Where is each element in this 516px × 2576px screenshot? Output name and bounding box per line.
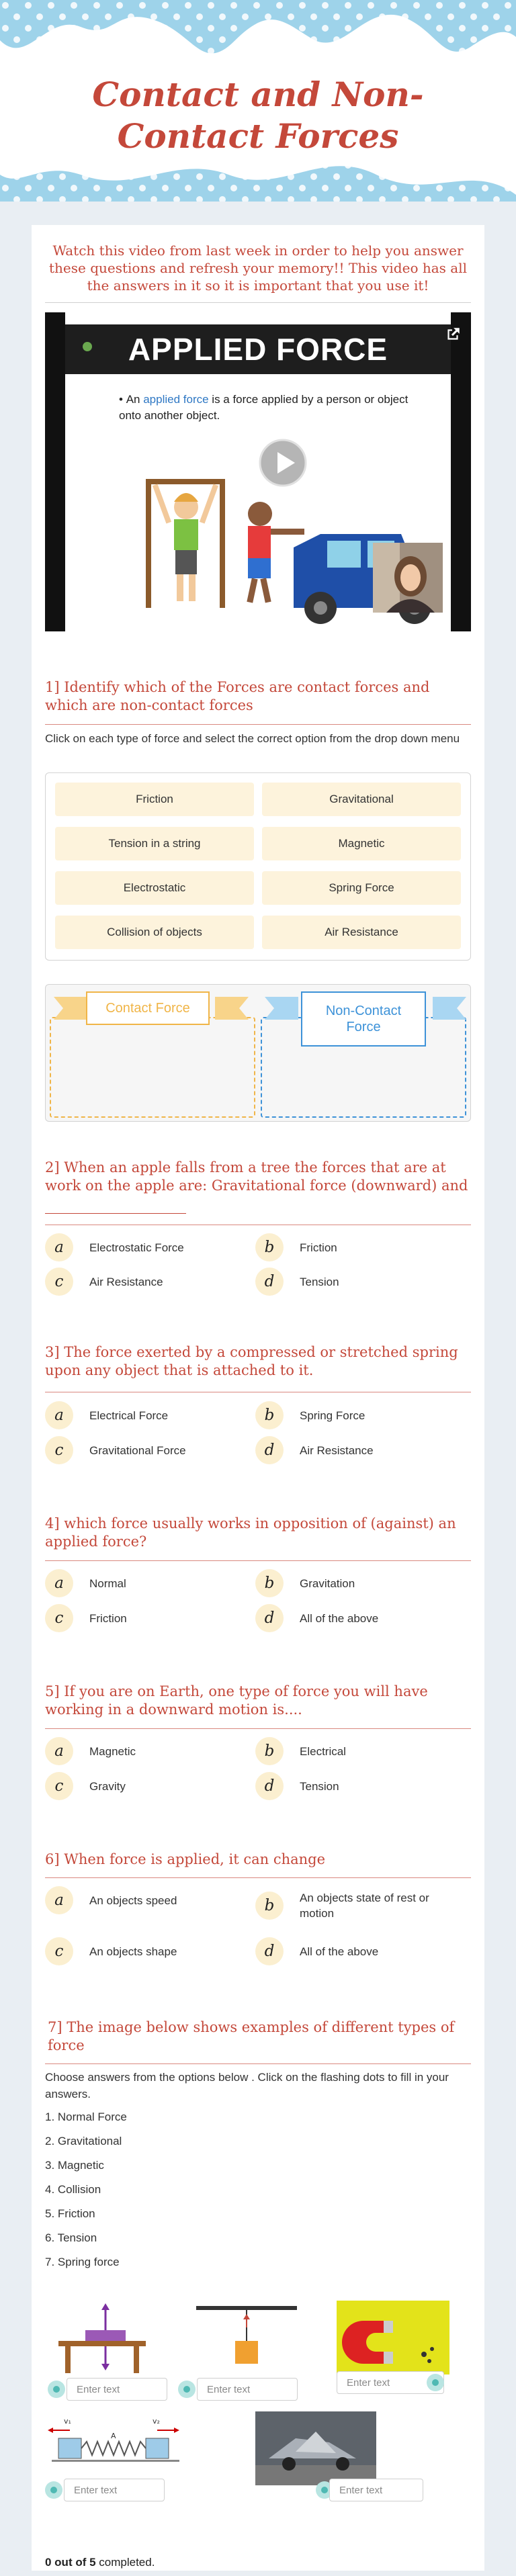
slide-bullet: • An applied force is a force applied by a person or object onto another object.	[119, 393, 408, 422]
option-letter: d	[255, 1436, 284, 1464]
presenter-webcam	[373, 543, 443, 613]
q3-option-d[interactable]	[255, 1439, 374, 1462]
q2-title	[45, 1159, 471, 1195]
q3-option-b[interactable]	[255, 1404, 365, 1427]
option-letter: c	[45, 1268, 73, 1296]
q7-list-item: 3. Magnetic	[45, 2159, 104, 2172]
q6-option-d[interactable]	[255, 1940, 378, 1963]
q4-option-a[interactable]	[45, 1572, 126, 1595]
q5-option-d[interactable]	[255, 1775, 339, 1797]
velocity-label-2: v₂	[153, 2417, 160, 2426]
bullet-pre: An	[126, 393, 144, 406]
contact-force-zone[interactable]	[50, 1017, 255, 1118]
q7-list-item: 4. Collision	[45, 2183, 101, 2196]
q6-option-a[interactable]	[45, 1889, 177, 1912]
option-text: An objects speed	[89, 1894, 177, 1907]
header-banner	[0, 0, 516, 202]
option-text: Air Resistance	[300, 1444, 374, 1457]
option-letter: d	[255, 1772, 284, 1800]
answer-field[interactable]: Enter text	[197, 2378, 298, 2401]
option-letter: c	[45, 1436, 73, 1464]
q5-divider	[45, 1728, 471, 1729]
play-icon[interactable]	[259, 439, 307, 487]
q4-option-d[interactable]	[255, 1607, 378, 1630]
q3-title: 3] The force exerted by a compressed or stretched spring upon any object that is attached to it.	[45, 1344, 458, 1378]
option-text: All of the above	[300, 1611, 379, 1625]
completed-count: 0 out of 5	[45, 2556, 96, 2569]
force-chip[interactable]: Tension in a string	[55, 827, 254, 860]
q1-divider	[45, 724, 471, 725]
q1-title: 1] Identify which of the Forces are contact forces and which are non-contact forces	[45, 679, 430, 713]
option-letter: c	[45, 1604, 73, 1632]
q6-option-c[interactable]	[45, 1940, 177, 1963]
q5-option-b[interactable]	[255, 1740, 346, 1763]
bullet-highlight: applied force	[143, 393, 209, 406]
q7-title: 7] The image below shows examples of different types of force	[48, 2019, 455, 2053]
option-letter: d	[255, 1937, 284, 1965]
force-chip[interactable]: Gravitational	[262, 783, 461, 816]
spring-collision-image	[45, 2411, 186, 2485]
option-text: Gravitation	[300, 1576, 355, 1590]
option-letter: a	[45, 1233, 73, 1261]
option-letter: b	[255, 1233, 284, 1261]
option-letter: d	[255, 1604, 284, 1632]
video-player[interactable]	[45, 312, 471, 631]
q3-option-c[interactable]	[45, 1439, 186, 1462]
noncontact-force-label: Non-Contact Force	[301, 991, 426, 1047]
hotspot-dot[interactable]	[45, 2481, 62, 2499]
option-letter: b	[255, 1569, 284, 1597]
open-external-icon[interactable]	[444, 326, 462, 343]
q6-divider	[45, 1877, 471, 1878]
option-letter: a	[45, 1569, 73, 1597]
spring-label: A	[111, 2432, 116, 2440]
worksheet-card	[32, 225, 484, 2571]
q7-list-item: 1. Normal Force	[45, 2111, 127, 2123]
bullet-post: is a force applied by a person or object onto another object.	[119, 393, 408, 422]
q7-list-item: 7. Spring force	[45, 2256, 120, 2268]
q7-list-item: 5. Friction	[45, 2207, 95, 2220]
option-text: Tension	[300, 1275, 339, 1288]
page-title: Contact and Non-Contact Forces	[92, 75, 424, 156]
option-text: Magnetic	[89, 1744, 136, 1758]
q2-answer-blank	[45, 1213, 186, 1214]
force-chip[interactable]: Electrostatic	[55, 871, 254, 905]
q7-instruction: Choose answers from the options below . Click on the flashing dots to fill in your answers.	[45, 2071, 449, 2100]
q6-title: 6] When force is applied, it can change	[45, 1851, 326, 1867]
force-chip[interactable]: Magnetic	[262, 827, 461, 860]
option-letter: b	[255, 1401, 284, 1429]
force-chip[interactable]: Spring Force	[262, 871, 461, 905]
q2-option-d[interactable]	[255, 1270, 339, 1293]
intro-text: Watch this video from last week in order to help you answer these questions and refresh your memory!! This video has all the answers in it so it is important that you use it!	[49, 242, 467, 294]
normal-force-image	[45, 2301, 173, 2374]
answer-field[interactable]: Enter text	[329, 2479, 423, 2501]
option-letter: a	[45, 1737, 73, 1765]
answer-field[interactable]: Enter text	[337, 2371, 444, 2394]
option-text: Normal	[89, 1576, 126, 1590]
q7-divider	[45, 2063, 471, 2064]
option-letter: a	[45, 1886, 73, 1914]
option-letter: a	[45, 1401, 73, 1429]
force-chip[interactable]: Collision of objects	[55, 916, 254, 949]
magnetic-image	[337, 2301, 449, 2374]
option-text: Friction	[300, 1241, 337, 1254]
collision-image	[255, 2411, 376, 2485]
hotspot-dot[interactable]	[427, 2374, 444, 2391]
hotspot-dot[interactable]	[178, 2381, 196, 2398]
q4-divider	[45, 1560, 471, 1561]
option-letter: b	[255, 1892, 284, 1920]
completion-counter	[45, 2556, 155, 2569]
hotspot-dot[interactable]	[48, 2381, 65, 2398]
q2-option-b[interactable]	[255, 1236, 337, 1259]
q6-option-b[interactable]	[255, 1889, 454, 1922]
option-letter: d	[255, 1268, 284, 1296]
q7-list-item: 6. Tension	[45, 2231, 97, 2244]
option-text: An objects shape	[89, 1945, 177, 1958]
q3-option-a[interactable]	[45, 1404, 168, 1427]
category-drop-area	[45, 984, 471, 1122]
slide-heading: APPLIED FORCE	[65, 324, 451, 374]
q2-title-text: 2] When an apple falls from a tree the forces that are at work on the apple are: Gravitational force (downward) and	[45, 1159, 468, 1194]
answer-field[interactable]: Enter text	[67, 2378, 167, 2401]
q1-instruction: Click on each type of force and select the correct option from the drop down menu	[45, 732, 460, 745]
option-text: Friction	[89, 1611, 127, 1625]
divider	[45, 302, 471, 303]
option-text: Gravitational Force	[89, 1444, 186, 1457]
q2-option-c[interactable]	[45, 1270, 163, 1293]
contact-force-label: Contact Force	[86, 991, 210, 1025]
q4-title: 4] which force usually works in opposition of (against) an applied force?	[45, 1515, 456, 1550]
q4-option-c[interactable]	[45, 1607, 127, 1630]
option-text: Spring Force	[300, 1409, 366, 1422]
force-chip[interactable]: Friction	[55, 783, 254, 816]
force-chip[interactable]: Air Resistance	[262, 916, 461, 949]
velocity-label-1: v₁	[64, 2417, 71, 2426]
option-text: Air Resistance	[89, 1275, 163, 1288]
force-items-box	[45, 772, 471, 961]
q5-title: 5] If you are on Earth, one type of force you will have working in a downward motion is....	[45, 1683, 428, 1718]
tension-image	[183, 2301, 310, 2374]
answer-field[interactable]: Enter text	[64, 2479, 165, 2501]
q5-option-a[interactable]	[45, 1740, 136, 1763]
option-letter: c	[45, 1772, 73, 1800]
option-text: An objects state of rest or motion	[300, 1892, 429, 1920]
option-text: Electrical Force	[89, 1409, 169, 1422]
q7-list-item: 2. Gravitational	[45, 2135, 122, 2147]
option-text: Tension	[300, 1779, 339, 1793]
option-text: All of the above	[300, 1945, 379, 1958]
option-letter: c	[45, 1937, 73, 1965]
q2-option-a[interactable]	[45, 1236, 184, 1259]
option-letter: b	[255, 1737, 284, 1765]
q4-option-b[interactable]	[255, 1572, 355, 1595]
completed-suffix: completed.	[95, 2556, 155, 2569]
option-text: Gravity	[89, 1779, 126, 1793]
q5-option-c[interactable]	[45, 1775, 126, 1797]
option-text: Electrostatic Force	[89, 1241, 184, 1254]
option-text: Electrical	[300, 1744, 346, 1758]
